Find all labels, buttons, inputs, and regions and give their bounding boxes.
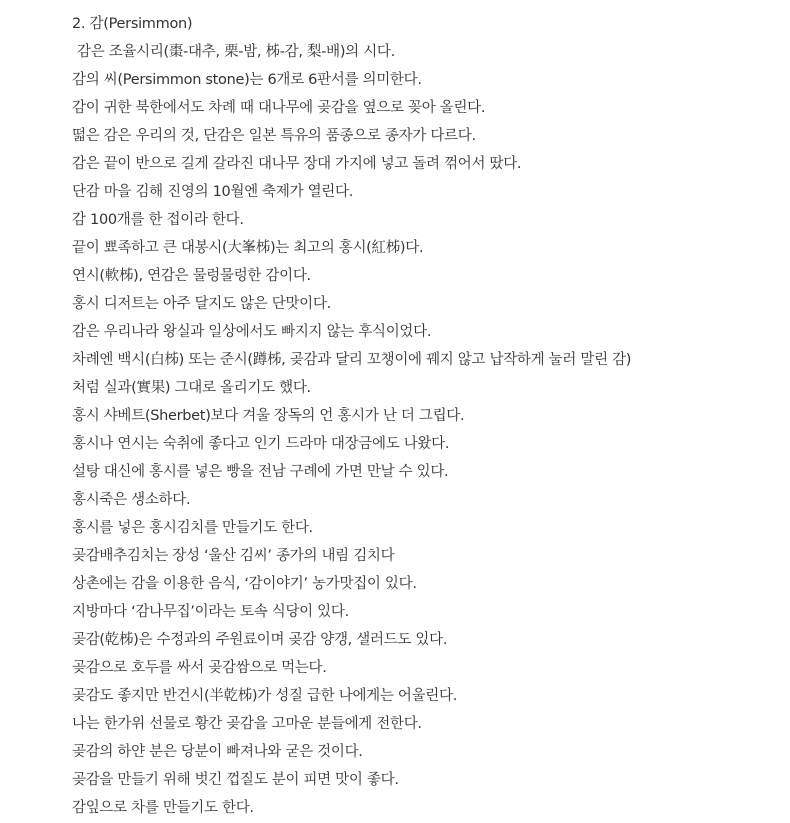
text-line: 홍시 샤베트(Sherbet)보다 겨울 장독의 언 홍시가 난 더 그립다.	[72, 408, 465, 424]
text-line: 감이 귀한 북한에서도 차례 때 대나무에 곶감을 옆으로 꽂아 올린다.	[72, 100, 486, 116]
text-line: 곶감도 좋지만 반건시(半乾柹)가 성질 급한 나에게는 어울린다.	[72, 688, 458, 704]
section-heading: 2. 감(Persimmon)	[72, 16, 193, 32]
text-line: 곶감(乾柹)은 수정과의 주원료이며 곶감 양갱, 샐러드도 있다.	[72, 632, 448, 648]
text-line: 끝이 뾰족하고 큰 대봉시(大峯柹)는 최고의 홍시(紅柹)다.	[72, 240, 424, 256]
text-line: 연시(軟柹), 연감은 물렁물렁한 감이다.	[72, 268, 311, 284]
text-line: 곶감을 만들기 위해 벗긴 껍질도 분이 피면 맛이 좋다.	[72, 772, 399, 788]
document-body	[72, 10, 782, 822]
text-line: 감잎으로 차를 만들기도 한다.	[72, 800, 254, 816]
text-line: 곶감배추김치는 장성 ‘울산 김씨’ 종가의 내림 김치다	[72, 548, 395, 564]
text-line: 곶감의 하얀 분은 당분이 빠져나와 굳은 것이다.	[72, 744, 363, 760]
text-line: 홍시를 넣은 홍시김치를 만들기도 한다.	[72, 520, 313, 536]
text-line: 감은 조율시리(棗-대추, 栗-밤, 柹-감, 梨-배)의 시다.	[77, 44, 395, 60]
text-line: 홍시나 연시는 숙취에 좋다고 인기 드라마 대장금에도 나왔다.	[72, 436, 450, 452]
text-line: 감은 끝이 반으로 길게 갈라진 대나무 장대 가지에 넣고 돌려 꺾어서 땄다.	[72, 156, 522, 172]
text-line: 떫은 감은 우리의 것, 단감은 일본 특유의 품종으로 종자가 다르다.	[72, 128, 476, 144]
text-line: 감의 씨(Persimmon stone)는 6개로 6판서를 의미한다.	[72, 72, 422, 88]
text-line: 지방마다 ‘감나무집’이라는 토속 식당이 있다.	[72, 604, 349, 620]
text-line: 나는 한가위 선물로 황간 곶감을 고마운 분들에게 전한다.	[72, 716, 422, 732]
text-line: 곶감으로 호두를 싸서 곶감쌈으로 먹는다.	[72, 660, 327, 676]
text-line: 감 100개를 한 접이라 한다.	[72, 212, 244, 228]
text-line: 홍시죽은 생소하다.	[72, 492, 191, 508]
text-line: 감은 우리나라 왕실과 일상에서도 빠지지 않는 후식이었다.	[72, 324, 432, 340]
text-line: 처럼 실과(實果) 그대로 올리기도 했다.	[72, 380, 311, 396]
text-line: 단감 마을 김해 진영의 10월엔 축제가 열린다.	[72, 184, 354, 200]
text-line: 홍시 디저트는 아주 달지도 않은 단맛이다.	[72, 296, 331, 312]
text-line: 차례엔 백시(白柹) 또는 준시(蹲柹, 곶감과 달리 꼬챙이에 꿰지 않고 납작하게 눌러 말린 감)	[72, 352, 632, 368]
text-line: 설탕 대신에 홍시를 넣은 빵을 전남 구례에 가면 만날 수 있다.	[72, 464, 449, 480]
text-line: 상촌에는 감을 이용한 음식, ‘감이야기’ 농가맛집이 있다.	[72, 576, 417, 592]
